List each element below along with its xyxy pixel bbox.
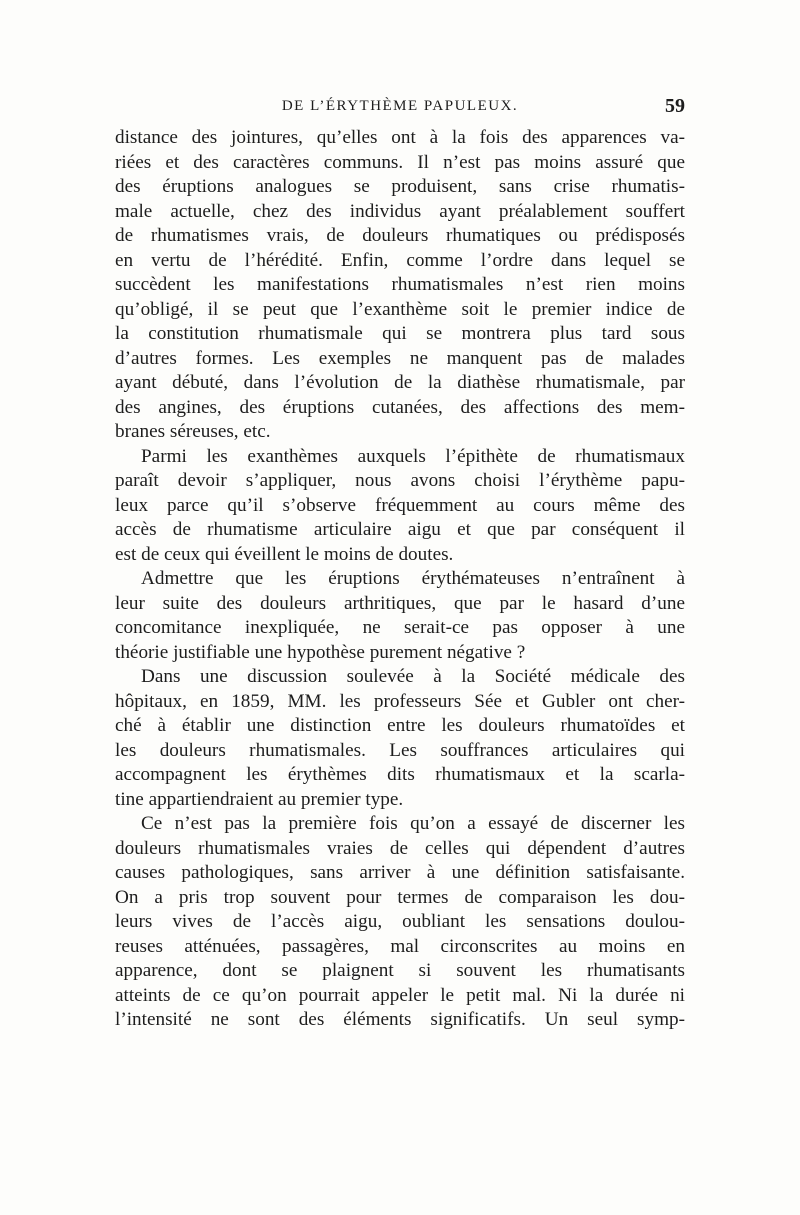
text-line: Parmi les exanthèmes auxquels l’épithète de rhumatismaux xyxy=(141,445,685,467)
text-line: leurs vives de l’accès aigu, oubliant les sensations doulou- xyxy=(115,911,685,932)
text-line: Admettre que les éruptions érythémateuses n’entraînent à xyxy=(141,568,685,589)
text-line: tine appartiendraient au premier type. xyxy=(115,788,404,810)
text-line: qu’obligé, il se peut que l’exanthème soit le premier indice de xyxy=(115,298,685,320)
text-line: paraît devoir s’appliquer, nous avons choisi l’érythème papu- xyxy=(115,470,685,491)
page-header xyxy=(115,92,685,120)
text-line: ayant débuté, dans l’évolution de la diathèse rhumatismale, par xyxy=(115,372,685,393)
page-number: 59 xyxy=(665,95,685,117)
text-line: en vertu de l’hérédité. Enfin, comme l’ordre dans lequel se xyxy=(115,249,685,271)
text-line: leux parce qu’il s’observe fréquemment au cours même des xyxy=(115,494,685,516)
body-text xyxy=(115,126,685,1033)
text-line: des angines, des éruptions cutanées, des affections des mem- xyxy=(115,396,685,418)
running-head: DE L’ÉRYTHÈME PAPULEUX. xyxy=(281,98,519,114)
text-line: reuses atténuées, passagères, mal circonscrites au moins en xyxy=(115,935,685,957)
text-line: la constitution rhumatismale qui se montrera plus tard sous xyxy=(115,323,685,344)
text-line: branes séreuses, etc. xyxy=(115,421,271,442)
text-line: riées et des caractères communs. Il n’est pas moins assuré que xyxy=(115,151,685,173)
text-line: hôpitaux, en 1859, MM. les professeurs Sée et Gubler ont cher- xyxy=(115,690,685,712)
text-line: ché à établir une distinction entre les douleurs rhumatoïdes et xyxy=(115,715,685,736)
text-line: distance des jointures, qu’elles ont à la fois des apparences va- xyxy=(115,127,685,148)
text-line: est de ceux qui éveillent le moins de doutes. xyxy=(115,543,454,565)
text-line: succèdent les manifestations rhumatismales n’est rien moins xyxy=(115,274,685,295)
text-line: causes pathologiques, sans arriver à une définition satisfaisante. xyxy=(115,862,685,883)
text-line: de rhumatismes vrais, de douleurs rhumatiques ou prédisposés xyxy=(115,225,685,246)
text-line: Dans une discussion soulevée à la Société médicale des xyxy=(141,666,685,687)
text-line: male actuelle, chez des individus ayant préalablement souffert xyxy=(115,200,685,222)
text-line: les douleurs rhumatismales. Les souffrances articulaires qui xyxy=(115,739,685,761)
text-line: concomitance inexpliquée, ne serait-ce pas opposer à une xyxy=(115,617,685,638)
text-line: théorie justifiable une hypothèse purement négative ? xyxy=(115,641,526,663)
text-line: atteints de ce qu’on pourrait appeler le petit mal. Ni la durée ni xyxy=(115,984,685,1006)
text-line: des éruptions analogues se produisent, sans crise rhumatis- xyxy=(115,176,685,197)
text-line: Ce n’est pas la première fois qu’on a essayé de discerner les xyxy=(141,813,685,834)
text-line: douleurs rhumatismales vraies de celles qui dépendent d’autres xyxy=(115,837,685,859)
text-line: leur suite des douleurs arthritiques, que par le hasard d’une xyxy=(115,592,685,614)
text-line: accès de rhumatisme articulaire aigu et que par conséquent il xyxy=(115,519,685,540)
text-line: apparence, dont se plaignent si souvent les rhumatisants xyxy=(115,960,685,981)
text-line: d’autres formes. Les exemples ne manquent pas de malades xyxy=(115,347,685,369)
text-line: accompagnent les érythèmes dits rhumatismaux et la scarla- xyxy=(115,764,685,785)
text-line: On a pris trop souvent pour termes de comparaison les dou- xyxy=(115,886,685,908)
text-line: l’intensité ne sont des éléments significatifs. Un seul symp- xyxy=(115,1009,685,1030)
